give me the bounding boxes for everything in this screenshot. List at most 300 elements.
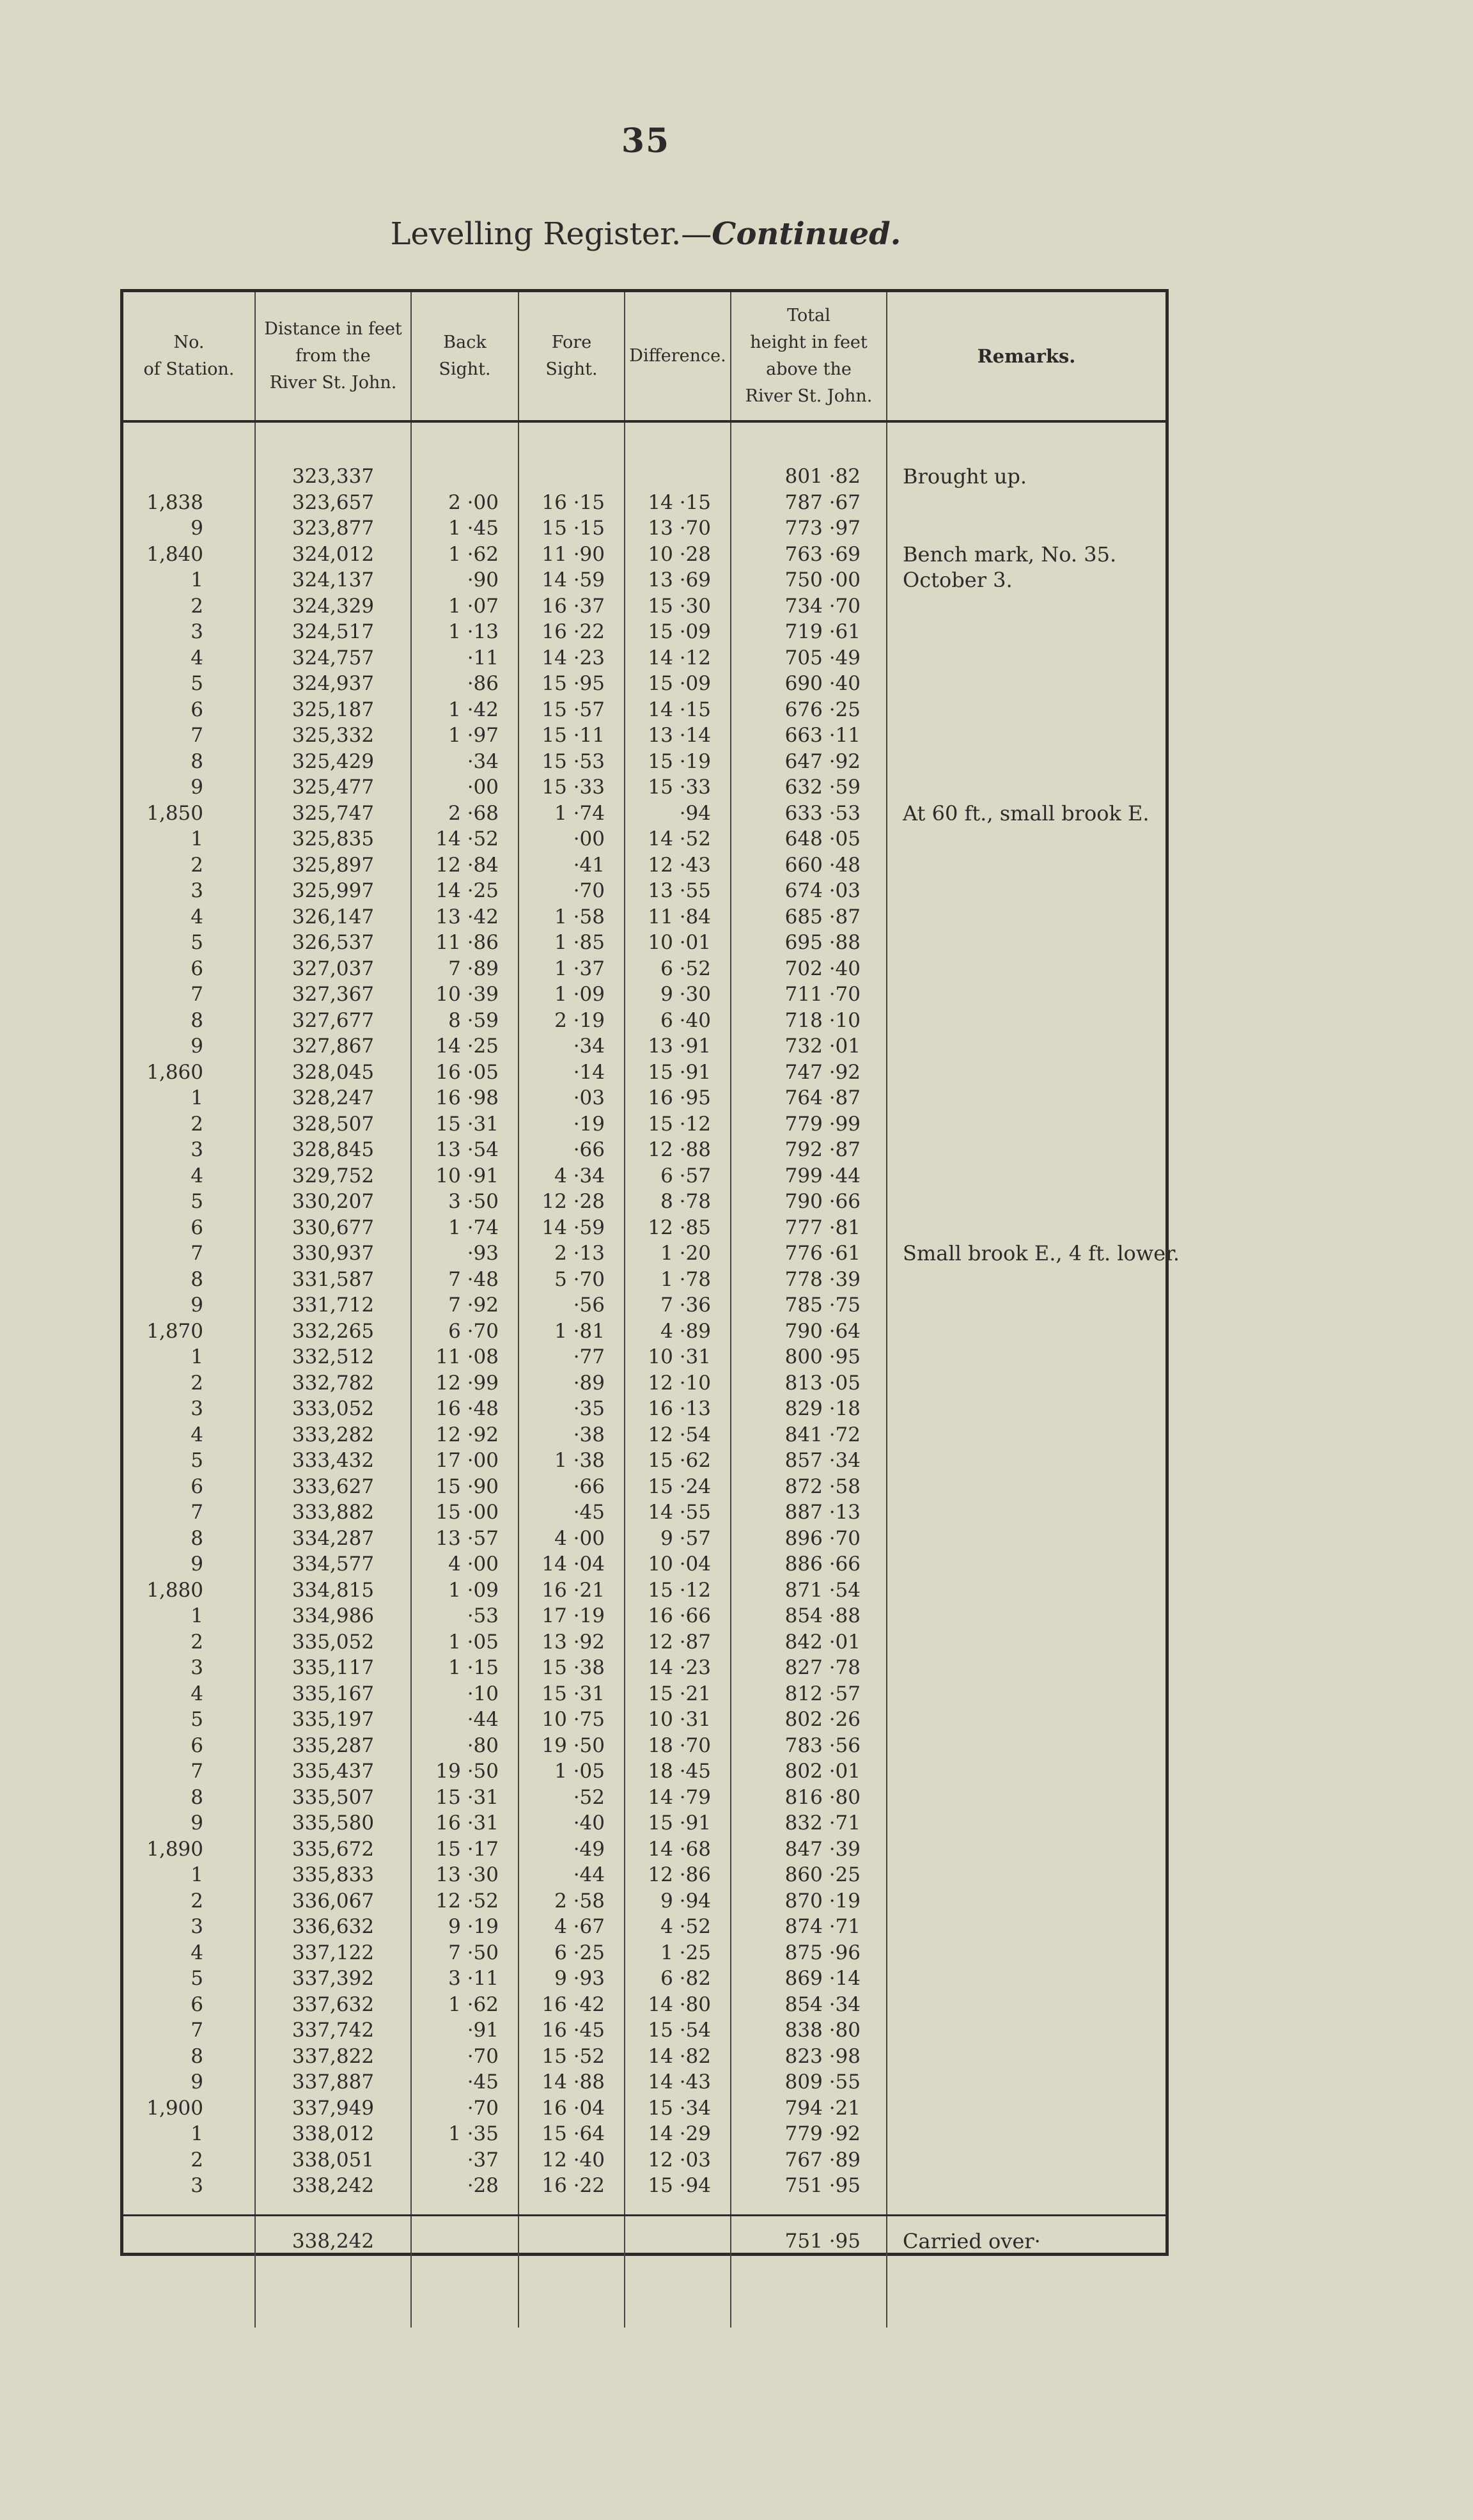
- difference-cell: 4 ·52: [625, 1914, 731, 1940]
- station-no-cell: 2: [191, 1889, 203, 1913]
- distance-cell: 333,882: [255, 1499, 411, 1526]
- distance-cell: 324,937: [255, 671, 411, 697]
- total-height-cell: 711 ·70: [731, 982, 887, 1008]
- distance-cell: 324,329: [255, 593, 411, 620]
- station-no-cell: 3: [191, 620, 203, 644]
- total-height-cell: 776 ·61: [731, 1240, 887, 1267]
- total-height-cell: 647 ·92: [731, 749, 887, 775]
- table-row: [123, 1189, 1165, 1215]
- total-height-cell: 785 ·75: [731, 1292, 887, 1319]
- difference-cell: 15 ·54: [625, 2017, 731, 2044]
- remark-cell: [887, 1189, 1165, 1215]
- back-sight-cell: 7 ·50: [411, 1940, 518, 1966]
- table-row: [123, 490, 1165, 516]
- difference-cell: 16 ·95: [625, 1085, 731, 1111]
- difference-cell: 18 ·45: [625, 1758, 731, 1785]
- station-no-cell: 2: [191, 1112, 203, 1136]
- table-row: [123, 1992, 1165, 2018]
- total-height-cell: 695 ·88: [731, 930, 887, 956]
- table-row: [123, 930, 1165, 956]
- table-row: [123, 826, 1165, 852]
- distance-cell: 325,429: [255, 749, 411, 775]
- remark-cell: [887, 1033, 1165, 1060]
- remark-cell: [887, 749, 1165, 775]
- fore-sight-cell: 1 ·74: [518, 801, 625, 827]
- back-sight-cell: 17 ·00: [411, 1448, 518, 1474]
- station-no-cell: 9: [191, 2070, 203, 2094]
- remark-cell: [887, 645, 1165, 671]
- remark-cell: [887, 490, 1165, 516]
- station-no-cell: 4: [191, 1164, 203, 1187]
- back-sight-cell: 12 ·52: [411, 1888, 518, 1914]
- back-sight-cell: ·37: [411, 2147, 518, 2173]
- difference-cell: 13 ·14: [625, 723, 731, 749]
- station-no-cell: 3: [191, 1138, 203, 1162]
- remark-cell: [887, 1292, 1165, 1319]
- remark-cell: [887, 1810, 1165, 1836]
- remark-cell: [887, 593, 1165, 620]
- fore-sight-cell: 15 ·64: [518, 2121, 625, 2147]
- back-sight-cell: ·86: [411, 671, 518, 697]
- total-height-cell: 829 ·18: [731, 1396, 887, 1422]
- remark-cell: [887, 1551, 1165, 1577]
- back-sight-cell: ·45: [411, 2069, 518, 2095]
- station-no-cell: 3: [191, 1397, 203, 1421]
- back-sight-cell: 4 ·00: [411, 1551, 518, 1577]
- difference-cell: [625, 464, 731, 490]
- difference-cell: 15 ·91: [625, 1810, 731, 1836]
- total-height-cell: 874 ·71: [731, 1914, 887, 1940]
- fore-sight-cell: ·41: [518, 852, 625, 879]
- footer-station: [123, 2215, 255, 2266]
- back-sight-cell: 2 ·68: [411, 801, 518, 827]
- total-height-cell: 841 ·72: [731, 1422, 887, 1448]
- station-no-cell: 6: [191, 698, 203, 721]
- remark-cell: [887, 1370, 1165, 1397]
- total-height-cell: 779 ·99: [731, 1111, 887, 1138]
- total-height-cell: 799 ·44: [731, 1163, 887, 1189]
- table-row: [123, 1215, 1165, 1241]
- total-height-cell: 718 ·10: [731, 1008, 887, 1034]
- distance-cell: 323,337: [255, 464, 411, 490]
- difference-cell: 14 ·29: [625, 2121, 731, 2147]
- station-no-cell: 1,840: [146, 542, 203, 566]
- total-height-cell: 832 ·71: [731, 1810, 887, 1836]
- total-height-cell: 812 ·57: [731, 1681, 887, 1707]
- distance-cell: 334,287: [255, 1526, 411, 1552]
- table-row: [123, 567, 1165, 593]
- back-sight-cell: 14 ·25: [411, 878, 518, 904]
- distance-cell: 324,517: [255, 619, 411, 645]
- back-sight-cell: ·11: [411, 645, 518, 671]
- difference-cell: 6 ·82: [625, 1966, 731, 1992]
- fore-sight-cell: ·70: [518, 878, 625, 904]
- table-row: [123, 671, 1165, 697]
- remark-cell: [887, 1137, 1165, 1163]
- station-no-cell: 2: [191, 1630, 203, 1654]
- station-no-cell: 3: [191, 2174, 203, 2198]
- table-row: [123, 1137, 1165, 1163]
- station-no-cell: 8: [191, 1526, 203, 1550]
- total-height-cell: 719 ·61: [731, 619, 887, 645]
- fore-sight-cell: 16 ·04: [518, 2095, 625, 2122]
- difference-cell: 15 ·12: [625, 1111, 731, 1138]
- fore-sight-cell: ·89: [518, 1370, 625, 1397]
- fore-sight-cell: 16 ·22: [518, 619, 625, 645]
- table-row: [123, 1603, 1165, 1629]
- remark-cell: [887, 1422, 1165, 1448]
- back-sight-cell: 7 ·89: [411, 956, 518, 982]
- table-row: [123, 801, 1165, 827]
- header-row: [123, 292, 1165, 421]
- distance-cell: 332,265: [255, 1319, 411, 1345]
- total-height-cell: 854 ·34: [731, 1992, 887, 2018]
- distance-cell: 332,512: [255, 1344, 411, 1370]
- remark-cell: [887, 1940, 1165, 1966]
- difference-cell: 12 ·85: [625, 1215, 731, 1241]
- remark-cell: [887, 515, 1165, 542]
- fore-sight-cell: 15 ·53: [518, 749, 625, 775]
- remark-cell: [887, 1499, 1165, 1526]
- distance-cell: 335,117: [255, 1655, 411, 1681]
- difference-cell: 15 ·94: [625, 2173, 731, 2199]
- table-row: [123, 1060, 1165, 1086]
- table-row: [123, 1370, 1165, 1397]
- back-sight-cell: 11 ·86: [411, 930, 518, 956]
- remark-cell: [887, 1526, 1165, 1552]
- total-height-cell: 777 ·81: [731, 1215, 887, 1241]
- back-sight-cell: 16 ·98: [411, 1085, 518, 1111]
- distance-cell: 333,432: [255, 1448, 411, 1474]
- remark-cell: [887, 1629, 1165, 1655]
- table-row: [123, 1551, 1165, 1577]
- total-height-cell: 842 ·01: [731, 1629, 887, 1655]
- remark-cell: [887, 1836, 1165, 1863]
- total-height-cell: 870 ·19: [731, 1888, 887, 1914]
- remark-cell: [887, 1060, 1165, 1086]
- difference-cell: 1 ·78: [625, 1267, 731, 1293]
- remark-cell: [887, 1344, 1165, 1370]
- total-height-cell: 801 ·82: [731, 464, 887, 490]
- back-sight-cell: 1 ·09: [411, 1577, 518, 1604]
- distance-cell: 323,657: [255, 490, 411, 516]
- remark-cell: Brought up.: [887, 464, 1165, 490]
- difference-cell: 15 ·62: [625, 1448, 731, 1474]
- difference-cell: 10 ·01: [625, 930, 731, 956]
- table-row: [123, 1033, 1165, 1060]
- back-sight-cell: ·53: [411, 1603, 518, 1629]
- back-sight-cell: 19 ·50: [411, 1758, 518, 1785]
- fore-sight-cell: 19 ·50: [518, 1733, 625, 1759]
- remark-cell: [887, 1758, 1165, 1785]
- title-continued: Continued.: [712, 216, 901, 252]
- fore-sight-cell: 5 ·70: [518, 1267, 625, 1293]
- difference-cell: ·94: [625, 801, 731, 827]
- fore-sight-cell: 6 ·25: [518, 1940, 625, 1966]
- station-no-cell: 9: [191, 517, 203, 540]
- back-sight-cell: 1 ·42: [411, 697, 518, 723]
- difference-cell: 14 ·15: [625, 490, 731, 516]
- station-no-cell: 6: [191, 1992, 203, 2016]
- total-height-cell: 800 ·95: [731, 1344, 887, 1370]
- table-row: [123, 852, 1165, 879]
- remark-cell: [887, 1111, 1165, 1138]
- fore-sight-cell: ·66: [518, 1137, 625, 1163]
- distance-cell: 328,507: [255, 1111, 411, 1138]
- distance-cell: 325,187: [255, 697, 411, 723]
- distance-cell: 331,712: [255, 1292, 411, 1319]
- difference-cell: 12 ·88: [625, 1137, 731, 1163]
- footer-total: 751 ·95: [731, 2215, 887, 2266]
- remark-cell: [887, 904, 1165, 930]
- remark-cell: Bench mark, No. 35.: [887, 542, 1165, 568]
- fore-sight-cell: 12 ·28: [518, 1189, 625, 1215]
- back-sight-cell: ·93: [411, 1240, 518, 1267]
- difference-cell: 12 ·03: [625, 2147, 731, 2173]
- fore-sight-cell: 14 ·59: [518, 567, 625, 593]
- back-sight-cell: 14 ·52: [411, 826, 518, 852]
- table-row: [123, 1577, 1165, 1604]
- total-height-cell: 685 ·87: [731, 904, 887, 930]
- distance-cell: 325,477: [255, 774, 411, 801]
- total-height-cell: 794 ·21: [731, 2095, 887, 2122]
- table-row: [123, 2044, 1165, 2070]
- remark-cell: [887, 1577, 1165, 1604]
- table-row: [123, 593, 1165, 620]
- distance-cell: 325,332: [255, 723, 411, 749]
- table-row: [123, 1836, 1165, 1863]
- pad-row: [123, 2199, 1165, 2216]
- fore-sight-cell: 1 ·81: [518, 1319, 625, 1345]
- remark-cell: [887, 1966, 1165, 1992]
- back-sight-cell: ·10: [411, 1681, 518, 1707]
- distance-cell: 337,392: [255, 1966, 411, 1992]
- difference-cell: 16 ·66: [625, 1603, 731, 1629]
- remark-cell: [887, 1448, 1165, 1474]
- distance-cell: 336,067: [255, 1888, 411, 1914]
- total-height-cell: 676 ·25: [731, 697, 887, 723]
- header-station-no: No. of Station.: [123, 292, 255, 421]
- back-sight-cell: 12 ·92: [411, 1422, 518, 1448]
- distance-cell: 330,207: [255, 1189, 411, 1215]
- station-no-cell: 7: [191, 983, 203, 1006]
- fore-sight-cell: ·66: [518, 1474, 625, 1500]
- table-row: [123, 1240, 1165, 1267]
- distance-cell: 330,677: [255, 1215, 411, 1241]
- difference-cell: 15 ·24: [625, 1474, 731, 1500]
- difference-cell: 14 ·23: [625, 1655, 731, 1681]
- table-row: [123, 774, 1165, 801]
- remark-cell: [887, 1733, 1165, 1759]
- station-no-cell: 5: [191, 1449, 203, 1473]
- distance-cell: 330,937: [255, 1240, 411, 1267]
- table-row: [123, 1008, 1165, 1034]
- distance-cell: 325,997: [255, 878, 411, 904]
- back-sight-cell: 1 ·62: [411, 542, 518, 568]
- remark-cell: [887, 1215, 1165, 1241]
- remark-cell: At 60 ft., small brook E.: [887, 801, 1165, 827]
- remark-cell: [887, 1396, 1165, 1422]
- station-no-cell: 1: [191, 1863, 203, 1887]
- table-row: [123, 619, 1165, 645]
- difference-cell: 14 ·43: [625, 2069, 731, 2095]
- distance-cell: 335,507: [255, 1785, 411, 1811]
- distance-cell: 335,437: [255, 1758, 411, 1785]
- fore-sight-cell: 16 ·21: [518, 1577, 625, 1604]
- fore-sight-cell: 15 ·15: [518, 515, 625, 542]
- remark-cell: [887, 723, 1165, 749]
- remark-cell: [887, 2069, 1165, 2095]
- remark-cell: [887, 1707, 1165, 1733]
- distance-cell: 335,197: [255, 1707, 411, 1733]
- distance-cell: 335,672: [255, 1836, 411, 1863]
- distance-cell: 327,367: [255, 982, 411, 1008]
- fore-sight-cell: 1 ·09: [518, 982, 625, 1008]
- fore-sight-cell: 15 ·95: [518, 671, 625, 697]
- table-row: [123, 1267, 1165, 1293]
- total-height-cell: 705 ·49: [731, 645, 887, 671]
- fore-sight-cell: 2 ·58: [518, 1888, 625, 1914]
- table-row: [123, 515, 1165, 542]
- table-row: [123, 1344, 1165, 1370]
- station-no-cell: 5: [191, 1708, 203, 1732]
- distance-cell: 326,147: [255, 904, 411, 930]
- table-row: [123, 1085, 1165, 1111]
- back-sight-cell: ·91: [411, 2017, 518, 2044]
- back-sight-cell: 2 ·00: [411, 490, 518, 516]
- total-height-cell: 734 ·70: [731, 593, 887, 620]
- total-height-cell: 809 ·55: [731, 2069, 887, 2095]
- distance-cell: 327,037: [255, 956, 411, 982]
- remark-cell: [887, 2017, 1165, 2044]
- station-no-cell: 6: [191, 1733, 203, 1757]
- station-no-cell: 5: [191, 1967, 203, 1991]
- station-no-cell: 4: [191, 1941, 203, 1964]
- distance-cell: 333,052: [255, 1396, 411, 1422]
- fore-sight-cell: 9 ·93: [518, 1966, 625, 1992]
- back-sight-cell: ·70: [411, 2044, 518, 2070]
- table-row: [123, 1707, 1165, 1733]
- back-sight-cell: 13 ·42: [411, 904, 518, 930]
- table-row: [123, 1319, 1165, 1345]
- station-no-cell: 1,850: [146, 801, 203, 825]
- total-height-cell: 872 ·58: [731, 1474, 887, 1500]
- back-sight-cell: 1 ·15: [411, 1655, 518, 1681]
- station-no-cell: 7: [191, 724, 203, 747]
- station-no-cell: 9: [191, 1035, 203, 1058]
- remark-cell: [887, 826, 1165, 852]
- station-no-cell: 8: [191, 2044, 203, 2068]
- total-height-cell: 732 ·01: [731, 1033, 887, 1060]
- back-sight-cell: 1 ·74: [411, 1215, 518, 1241]
- station-no-cell: 2: [191, 2148, 203, 2172]
- distance-cell: 325,835: [255, 826, 411, 852]
- back-sight-cell: 15 ·17: [411, 1836, 518, 1863]
- fore-sight-cell: 4 ·67: [518, 1914, 625, 1940]
- table-row: [123, 464, 1165, 490]
- difference-cell: 12 ·43: [625, 852, 731, 879]
- fore-sight-cell: ·56: [518, 1292, 625, 1319]
- remark-cell: [887, 982, 1165, 1008]
- remark-cell: [887, 697, 1165, 723]
- table-row: [123, 1474, 1165, 1500]
- total-height-cell: 875 ·96: [731, 1940, 887, 1966]
- total-height-cell: 783 ·56: [731, 1733, 887, 1759]
- station-no-cell: 6: [191, 1475, 203, 1498]
- header-total-height: Total height in feet above the River St. John.: [731, 292, 887, 421]
- station-no-cell: 5: [191, 672, 203, 696]
- header-remarks: Remarks.: [887, 292, 1165, 421]
- header-back-sight: Back Sight.: [411, 292, 518, 421]
- station-no-cell: 9: [191, 1812, 203, 1835]
- back-sight-cell: 8 ·59: [411, 1008, 518, 1034]
- table-row: [123, 1785, 1165, 1811]
- difference-cell: 12 ·86: [625, 1862, 731, 1888]
- table-row: [123, 2069, 1165, 2095]
- difference-cell: 15 ·30: [625, 593, 731, 620]
- header-distance: Distance in feet from the River St. John.: [255, 292, 411, 421]
- total-height-cell: 767 ·89: [731, 2147, 887, 2173]
- total-height-cell: 763 ·69: [731, 542, 887, 568]
- back-sight-cell: [411, 464, 518, 490]
- station-no-cell: 8: [191, 1267, 203, 1291]
- back-sight-cell: 13 ·57: [411, 1526, 518, 1552]
- table-row: [123, 1396, 1165, 1422]
- remark-cell: [887, 1862, 1165, 1888]
- remark-cell: October 3.: [887, 567, 1165, 593]
- table-row: [123, 749, 1165, 775]
- back-sight-cell: 15 ·31: [411, 1111, 518, 1138]
- table-row: [123, 956, 1165, 982]
- distance-cell: 327,867: [255, 1033, 411, 1060]
- total-height-cell: 887 ·13: [731, 1499, 887, 1526]
- back-sight-cell: 13 ·54: [411, 1137, 518, 1163]
- difference-cell: 1 ·25: [625, 1940, 731, 1966]
- fore-sight-cell: 14 ·88: [518, 2069, 625, 2095]
- remark-cell: [887, 1163, 1165, 1189]
- distance-cell: 336,632: [255, 1914, 411, 1940]
- station-no-cell: 1: [191, 827, 203, 851]
- remark-cell: [887, 2173, 1165, 2199]
- station-no-cell: 4: [191, 905, 203, 928]
- fore-sight-cell: ·14: [518, 1060, 625, 1086]
- remark-cell: [887, 774, 1165, 801]
- total-height-cell: 857 ·34: [731, 1448, 887, 1474]
- remark-cell: Small brook E., 4 ft. lower.: [887, 1240, 1165, 1267]
- difference-cell: 6 ·52: [625, 956, 731, 982]
- distance-cell: 335,052: [255, 1629, 411, 1655]
- back-sight-cell: 13 ·30: [411, 1862, 518, 1888]
- station-no-cell: 1,890: [146, 1837, 203, 1861]
- total-height-cell: 869 ·14: [731, 1966, 887, 1992]
- back-sight-cell: ·80: [411, 1733, 518, 1759]
- back-sight-cell: 1 ·62: [411, 1992, 518, 2018]
- station-no-cell: 4: [191, 1682, 203, 1705]
- fore-sight-cell: 14 ·23: [518, 645, 625, 671]
- total-height-cell: 823 ·98: [731, 2044, 887, 2070]
- difference-cell: 14 ·12: [625, 645, 731, 671]
- table-row: [123, 2121, 1165, 2147]
- distance-cell: 328,845: [255, 1137, 411, 1163]
- difference-cell: 6 ·57: [625, 1163, 731, 1189]
- difference-cell: 15 ·34: [625, 2095, 731, 2122]
- difference-cell: 1 ·20: [625, 1240, 731, 1267]
- page-title: [0, 216, 1291, 252]
- back-sight-cell: 7 ·48: [411, 1267, 518, 1293]
- remark-cell: [887, 852, 1165, 879]
- table-row: [123, 1862, 1165, 1888]
- difference-cell: 10 ·04: [625, 1551, 731, 1577]
